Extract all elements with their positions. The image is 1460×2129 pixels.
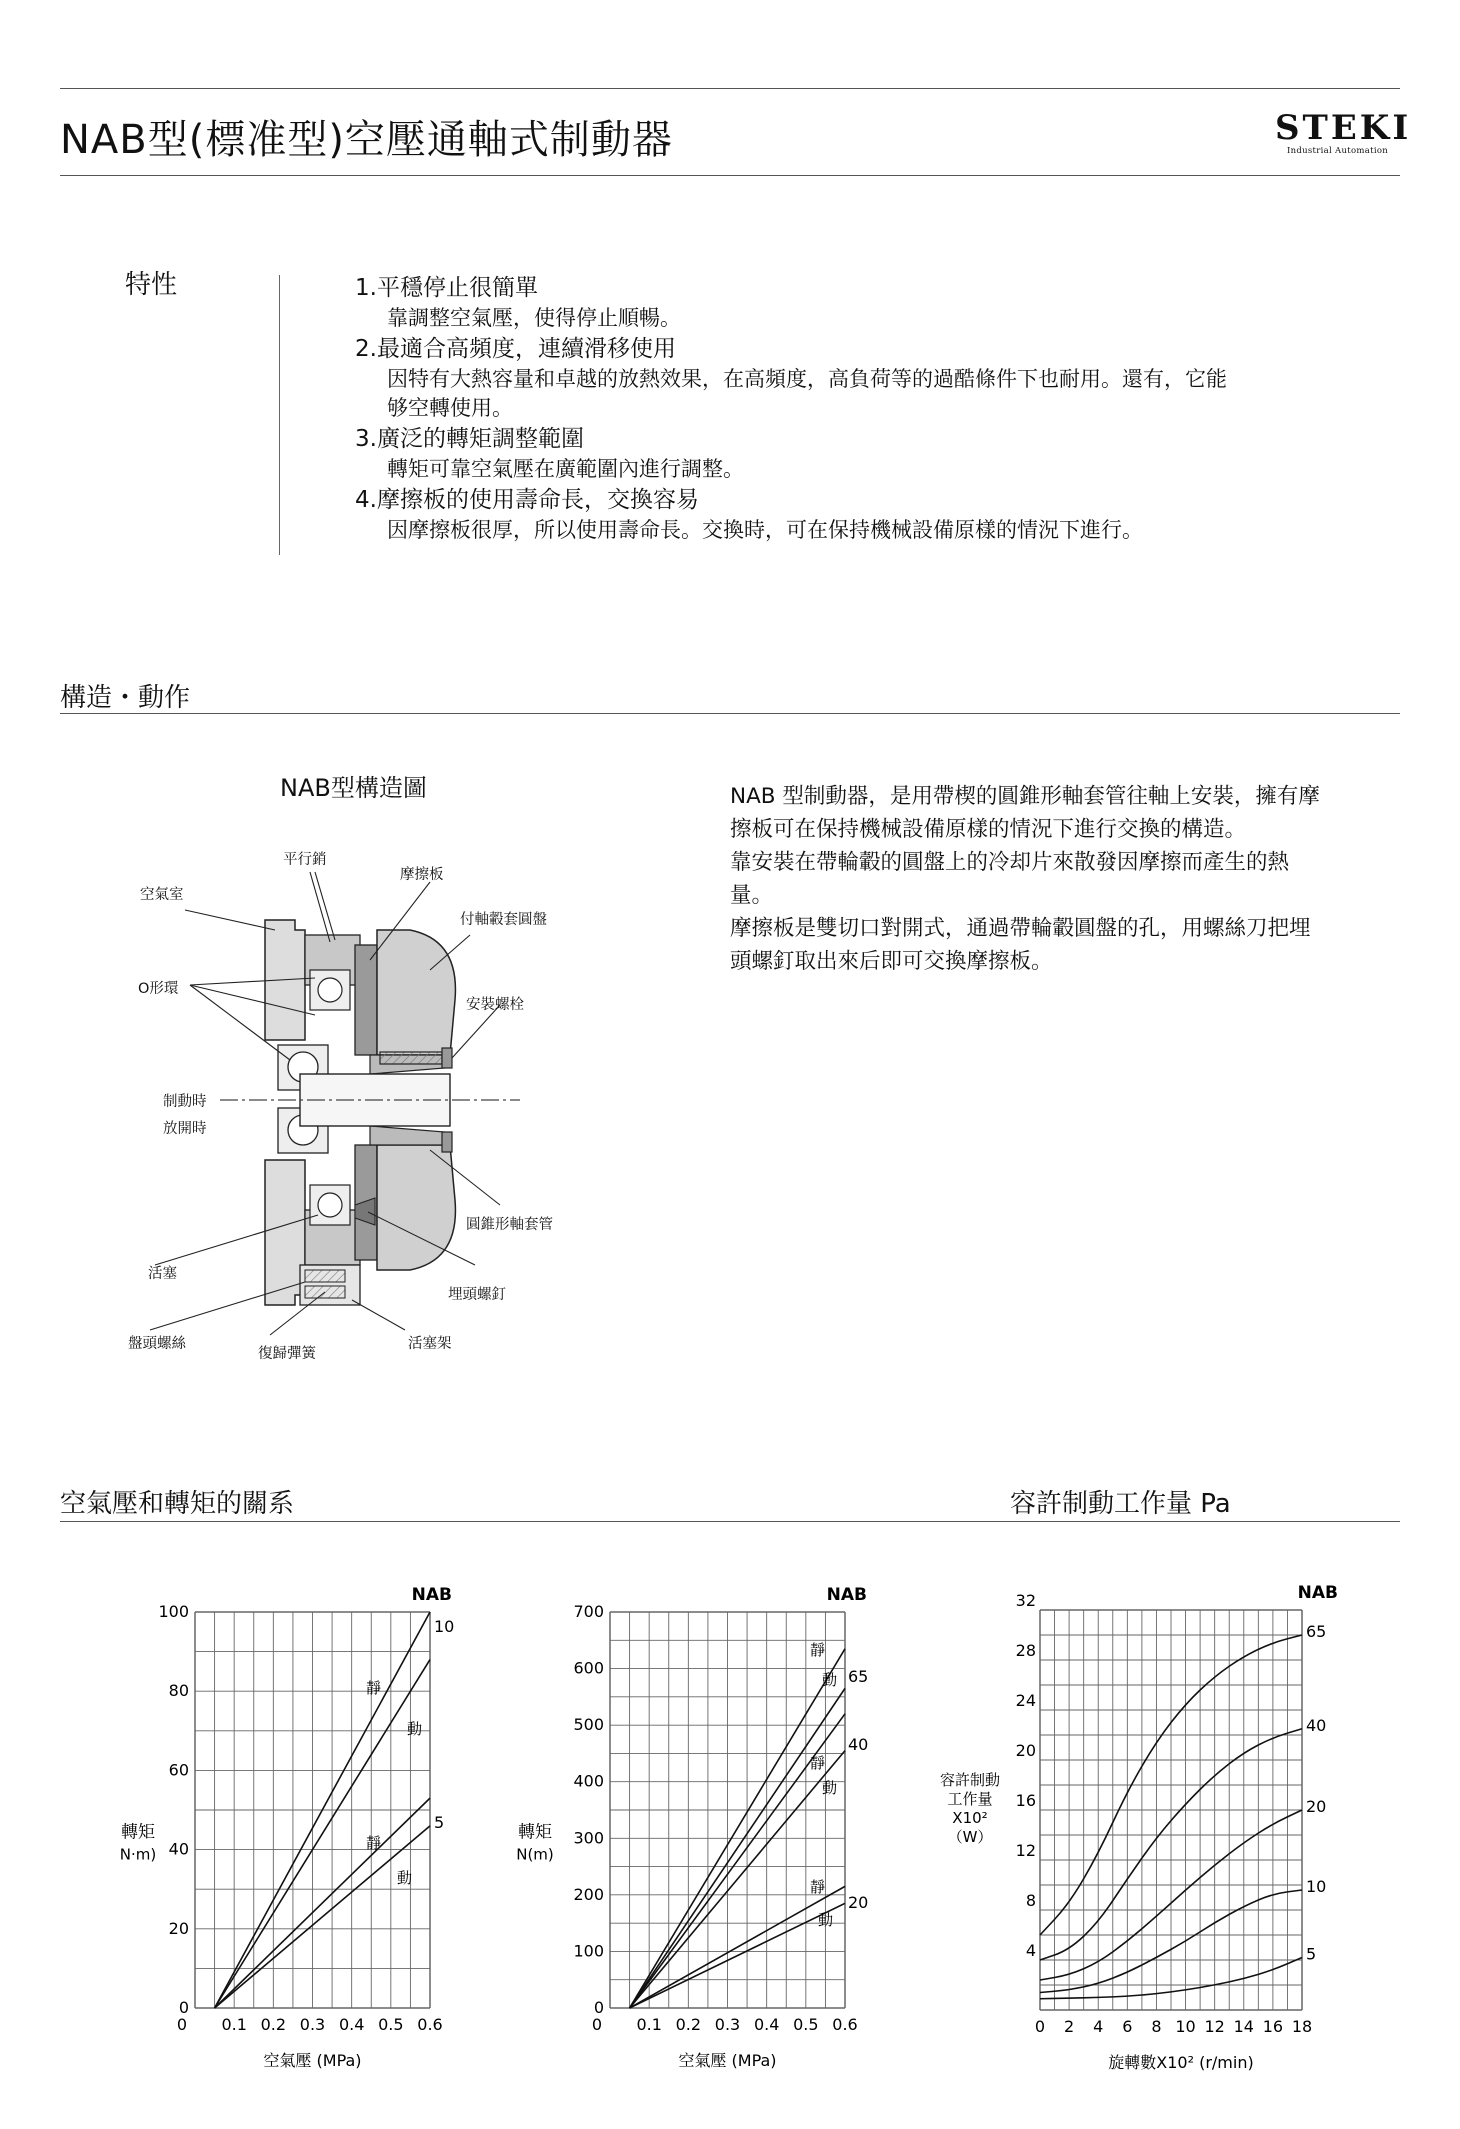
c2-xlabel: 空氣壓 (MPa) <box>678 2051 777 2070</box>
c3-model-label: NAB <box>1297 1583 1338 1603</box>
label-braking: 制動時 <box>163 1094 207 1110</box>
brand-logo <box>1275 108 1412 156</box>
structure-rule <box>60 713 1400 714</box>
c2-curve-label: 動 <box>818 1911 834 1929</box>
description-line-4: 量。 <box>730 883 774 908</box>
mounting-bolt <box>380 1052 442 1064</box>
c3-xtick: 6 <box>1122 2017 1133 2036</box>
c3-series-label-20: 20 <box>1306 1797 1327 1816</box>
feature-title-4: 4.摩擦板的使用壽命長，交換容易 <box>355 487 699 513</box>
feature-desc-1-1: 靠調整空氣壓，使得停止順暢。 <box>387 306 681 330</box>
c3-ytick: 4 <box>1025 1941 1036 1960</box>
c3-series-label-10: 10 <box>1306 1877 1327 1896</box>
label-mounting-bolt: 安裝螺栓 <box>466 997 524 1013</box>
c1-series-5-dynamic <box>215 1826 430 2008</box>
c1-xtick-zero: 0 <box>176 2015 187 2034</box>
torque-heading: 空氣壓和轉矩的關系 <box>60 1489 295 1519</box>
c1-xtick: 0.1 <box>221 2015 247 2034</box>
feature-desc-3-1: 轉矩可靠空氣壓在廣範圍內進行調整。 <box>387 457 744 481</box>
c3-series-label-40: 40 <box>1306 1715 1327 1735</box>
c1-series-10-dynamic <box>215 1660 430 2008</box>
c3-ylabel-3: X10² <box>952 1809 988 1827</box>
c2-xtick: 0.5 <box>793 2015 819 2034</box>
features-divider <box>279 275 280 555</box>
torque-chart-small <box>100 1580 480 2100</box>
c3-xtick: 4 <box>1093 2017 1104 2036</box>
housing-bottom <box>265 1160 305 1305</box>
c2-size-label-20: 20 <box>848 1893 869 1912</box>
label-countersunk-screw: 埋頭螺釘 <box>448 1287 506 1303</box>
c1-curve-label: 靜 <box>366 1679 382 1697</box>
torque-chart-large <box>500 1580 890 2100</box>
c1-xtick: 0.3 <box>299 2015 326 2034</box>
c1-size-label-5: 5 <box>434 1813 445 1832</box>
label-pan-screw: 盤頭螺絲 <box>128 1336 186 1352</box>
structure-description <box>730 780 1410 978</box>
page-title: NAB型(標准型)空壓通軸式制動器 <box>60 117 673 163</box>
logo-wordmark: STEKI <box>1275 108 1412 148</box>
c2-xtick: 0.3 <box>714 2015 741 2034</box>
c1-xtick: 0.5 <box>378 2015 404 2034</box>
c1-xlabel: 空氣壓 (MPa) <box>263 2051 362 2070</box>
c3-ylabel-4: （W） <box>947 1828 993 1846</box>
c3-xtick: 12 <box>1204 2017 1225 2036</box>
diagram-title: NAB型構造圖 <box>280 774 427 802</box>
label-return-spring: 復歸彈簧 <box>258 1346 316 1362</box>
c3-ytick: 28 <box>1015 1641 1036 1660</box>
c2-size-label-65: 65 <box>848 1667 869 1686</box>
c2-curve-label: 動 <box>822 1671 838 1689</box>
c2-ytick: 100 <box>573 1941 604 1961</box>
c2-ytick: 400 <box>573 1771 604 1791</box>
c2-curve-label: 靜 <box>810 1878 826 1896</box>
c3-xtick: 14 <box>1233 2017 1254 2036</box>
c2-ytick: 200 <box>573 1884 604 1904</box>
c3-series-label-65: 65 <box>1306 1622 1327 1641</box>
c3-ytick: 8 <box>1025 1891 1036 1910</box>
c2-ylabel-1: 轉矩 <box>518 1822 552 1843</box>
c3-ytick: 12 <box>1015 1841 1036 1860</box>
feature-desc-2-2: 够空轉使用。 <box>387 396 513 420</box>
c1-ytick: 0 <box>178 1998 189 2017</box>
label-o-ring: O形環 <box>138 981 179 997</box>
label-piston-holder: 活塞架 <box>408 1336 452 1352</box>
label-taper-sleeve: 圓錐形軸套管 <box>466 1217 553 1233</box>
feature-title-2: 2.最適合高頻度，連續滑移使用 <box>355 336 676 362</box>
features-heading: 特性 <box>125 270 178 300</box>
c2-series-65-static <box>630 1649 845 2008</box>
c2-xtick-zero: 0 <box>591 2015 602 2034</box>
logo-tagline: Industrial Automation <box>1286 146 1389 156</box>
c1-ytick: 40 <box>168 1839 189 1859</box>
label-air-chamber: 空氣室 <box>140 887 184 903</box>
c1-ytick: 80 <box>168 1681 189 1701</box>
feature-title-1: 1.平穩停止很簡單 <box>355 275 538 301</box>
c1-curve-label: 動 <box>407 1720 423 1738</box>
c3-xtick: 10 <box>1175 2017 1196 2036</box>
c3-xtick: 18 <box>1291 2017 1313 2036</box>
c2-size-label-40: 40 <box>848 1735 869 1754</box>
c2-curve-label: 靜 <box>810 1754 826 1772</box>
c3-ylabel-1: 容許制動 <box>939 1771 1001 1789</box>
braking-work-chart <box>920 1580 1340 2120</box>
c1-curve-label: 動 <box>397 1869 413 1887</box>
c2-ytick: 500 <box>573 1715 604 1735</box>
c3-ytick: 24 <box>1015 1691 1036 1710</box>
c1-ytick: 60 <box>168 1760 189 1780</box>
c1-series-5-static <box>215 1798 430 2008</box>
c2-xtick: 0.1 <box>636 2015 662 2034</box>
work-heading: 容許制動工作量 Pa <box>1010 1489 1231 1519</box>
feature-desc-4-1: 因摩擦板很厚，所以使用壽命長。交換時，可在保持機械設備原樣的情況下進行。 <box>387 518 1143 542</box>
friction-plate-top <box>355 945 377 1055</box>
c2-series-20-static <box>630 1886 845 2008</box>
c1-size-label-10: 10 <box>434 1617 455 1636</box>
header-top-rule <box>60 88 1400 89</box>
c2-series-20-dynamic <box>630 1903 845 2008</box>
c2-ytick: 600 <box>573 1658 604 1678</box>
feature-title-3: 3.廣泛的轉矩調整範圍 <box>355 426 584 452</box>
c1-xtick: 0.4 <box>338 2015 365 2034</box>
c1-ylabel-2: N·m) <box>119 1845 157 1864</box>
label-hub-disc: 付軸轂套圓盤 <box>460 912 547 928</box>
c1-ytick: 20 <box>168 1918 189 1938</box>
c2-ytick: 0 <box>593 1998 604 2017</box>
hub-disc-top <box>377 930 455 1055</box>
c2-curve-label: 靜 <box>810 1641 826 1659</box>
label-piston: 活塞 <box>148 1266 177 1282</box>
c3-xtick: 16 <box>1262 2017 1284 2036</box>
feature-desc-2-1: 因特有大熱容量和卓越的放熱效果，在高頻度，高負荷等的過酷條件下也耐用。還有，它能 <box>387 367 1227 391</box>
c2-xtick: 0.6 <box>832 2015 858 2034</box>
c2-series-65-dynamic <box>630 1688 845 2008</box>
c1-model-label: NAB <box>411 1585 452 1605</box>
c1-curve-label: 靜 <box>366 1834 382 1852</box>
label-parallel-pin: 平行銷 <box>283 852 327 868</box>
description-line-2: 擦板可在保持機械設備原樣的情況下進行交換的構造。 <box>730 817 1247 842</box>
c3-xtick: 0 <box>1034 2017 1046 2036</box>
c3-xtick: 2 <box>1064 2017 1075 2036</box>
description-line-1: NAB 型制動器，是用帶楔的圓錐形軸套管往軸上安裝，擁有摩 <box>730 784 1320 809</box>
c1-ytick: 100 <box>158 1602 189 1621</box>
description-line-5: 摩擦板是雙切口對開式，通過帶輪轂圓盤的孔，用螺絲刀把埋 <box>730 916 1311 941</box>
hub-disc-bottom <box>377 1145 455 1270</box>
structure-heading: 構造・動作 <box>60 683 191 713</box>
c1-xtick: 0.6 <box>417 2015 443 2034</box>
c3-ytick: 32 <box>1015 1591 1036 1610</box>
taper-sleeve-bottom <box>370 1126 445 1145</box>
description-line-3: 靠安裝在帶輪轂的圓盤上的冷却片來散發因摩擦而產生的熱 <box>730 850 1290 875</box>
charts-rule <box>60 1521 1400 1522</box>
label-release: 放開時 <box>163 1121 207 1137</box>
description-line-6: 頭螺釘取出來后即可交換摩擦板。 <box>730 949 1053 974</box>
c3-ytick: 16 <box>1015 1791 1036 1810</box>
c2-xtick: 0.4 <box>753 2015 780 2034</box>
c1-ylabel-1: 轉矩 <box>121 1822 155 1843</box>
c2-ytick: 300 <box>573 1828 604 1848</box>
c2-xtick: 0.2 <box>675 2015 702 2034</box>
c2-curve-label: 動 <box>822 1779 838 1797</box>
c2-ylabel-2: N(m) <box>516 1845 554 1864</box>
features-list <box>355 272 1405 545</box>
c3-xlabel: 旋轉數X10² (r/min) <box>1108 2053 1254 2072</box>
c3-series-label-5: 5 <box>1306 1944 1317 1964</box>
header-bottom-rule <box>60 175 1400 176</box>
c2-ytick: 700 <box>573 1602 604 1621</box>
c3-ytick: 20 <box>1015 1741 1036 1760</box>
c2-model-label: NAB <box>826 1585 867 1605</box>
label-friction-plate: 摩擦板 <box>400 867 444 883</box>
c3-ylabel-2: 工作量 <box>947 1790 993 1808</box>
c3-xtick: 8 <box>1151 2017 1162 2036</box>
c1-xtick: 0.2 <box>260 2015 287 2034</box>
